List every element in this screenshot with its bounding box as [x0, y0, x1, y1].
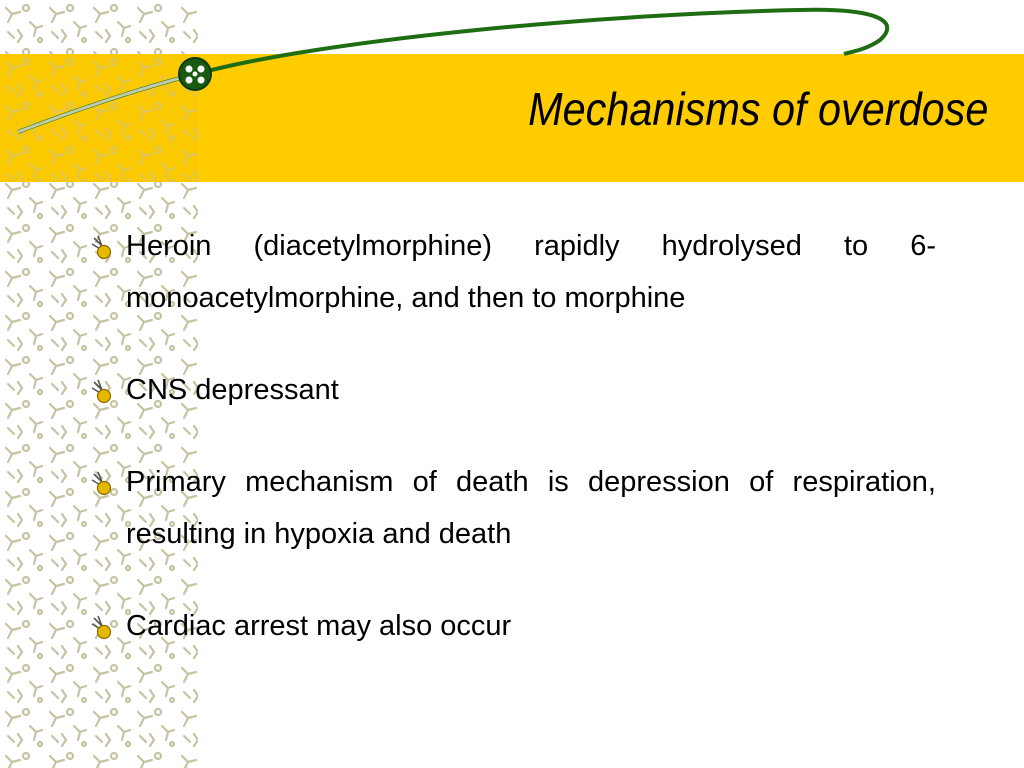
bullet-item: [88, 226, 936, 324]
molecule-node-icon: [179, 58, 211, 90]
sparkle-dot-icon: [88, 614, 126, 644]
bullet-item: [88, 370, 936, 416]
bullet-text: CNS depressant: [126, 374, 339, 406]
bullet-text: Heroin (diacetylmorphine) rapidly hydrolysed to 6-monoacetylmorphine, and then to morphine: [126, 230, 936, 314]
slide-title: Mechanisms of overdose: [527, 83, 988, 135]
sparkle-dot-icon: [88, 234, 126, 264]
bullet-item: [88, 606, 936, 652]
sparkle-dot-icon: [88, 378, 126, 408]
bullet-text: Primary mechanism of death is depression of respiration, resulting in hypoxia and death: [126, 466, 936, 550]
bullet-list: [88, 226, 936, 698]
bullet-text: Cardiac arrest may also occur: [126, 610, 512, 642]
bullet-item: [88, 462, 936, 560]
sparkle-dot-icon: [88, 470, 126, 500]
